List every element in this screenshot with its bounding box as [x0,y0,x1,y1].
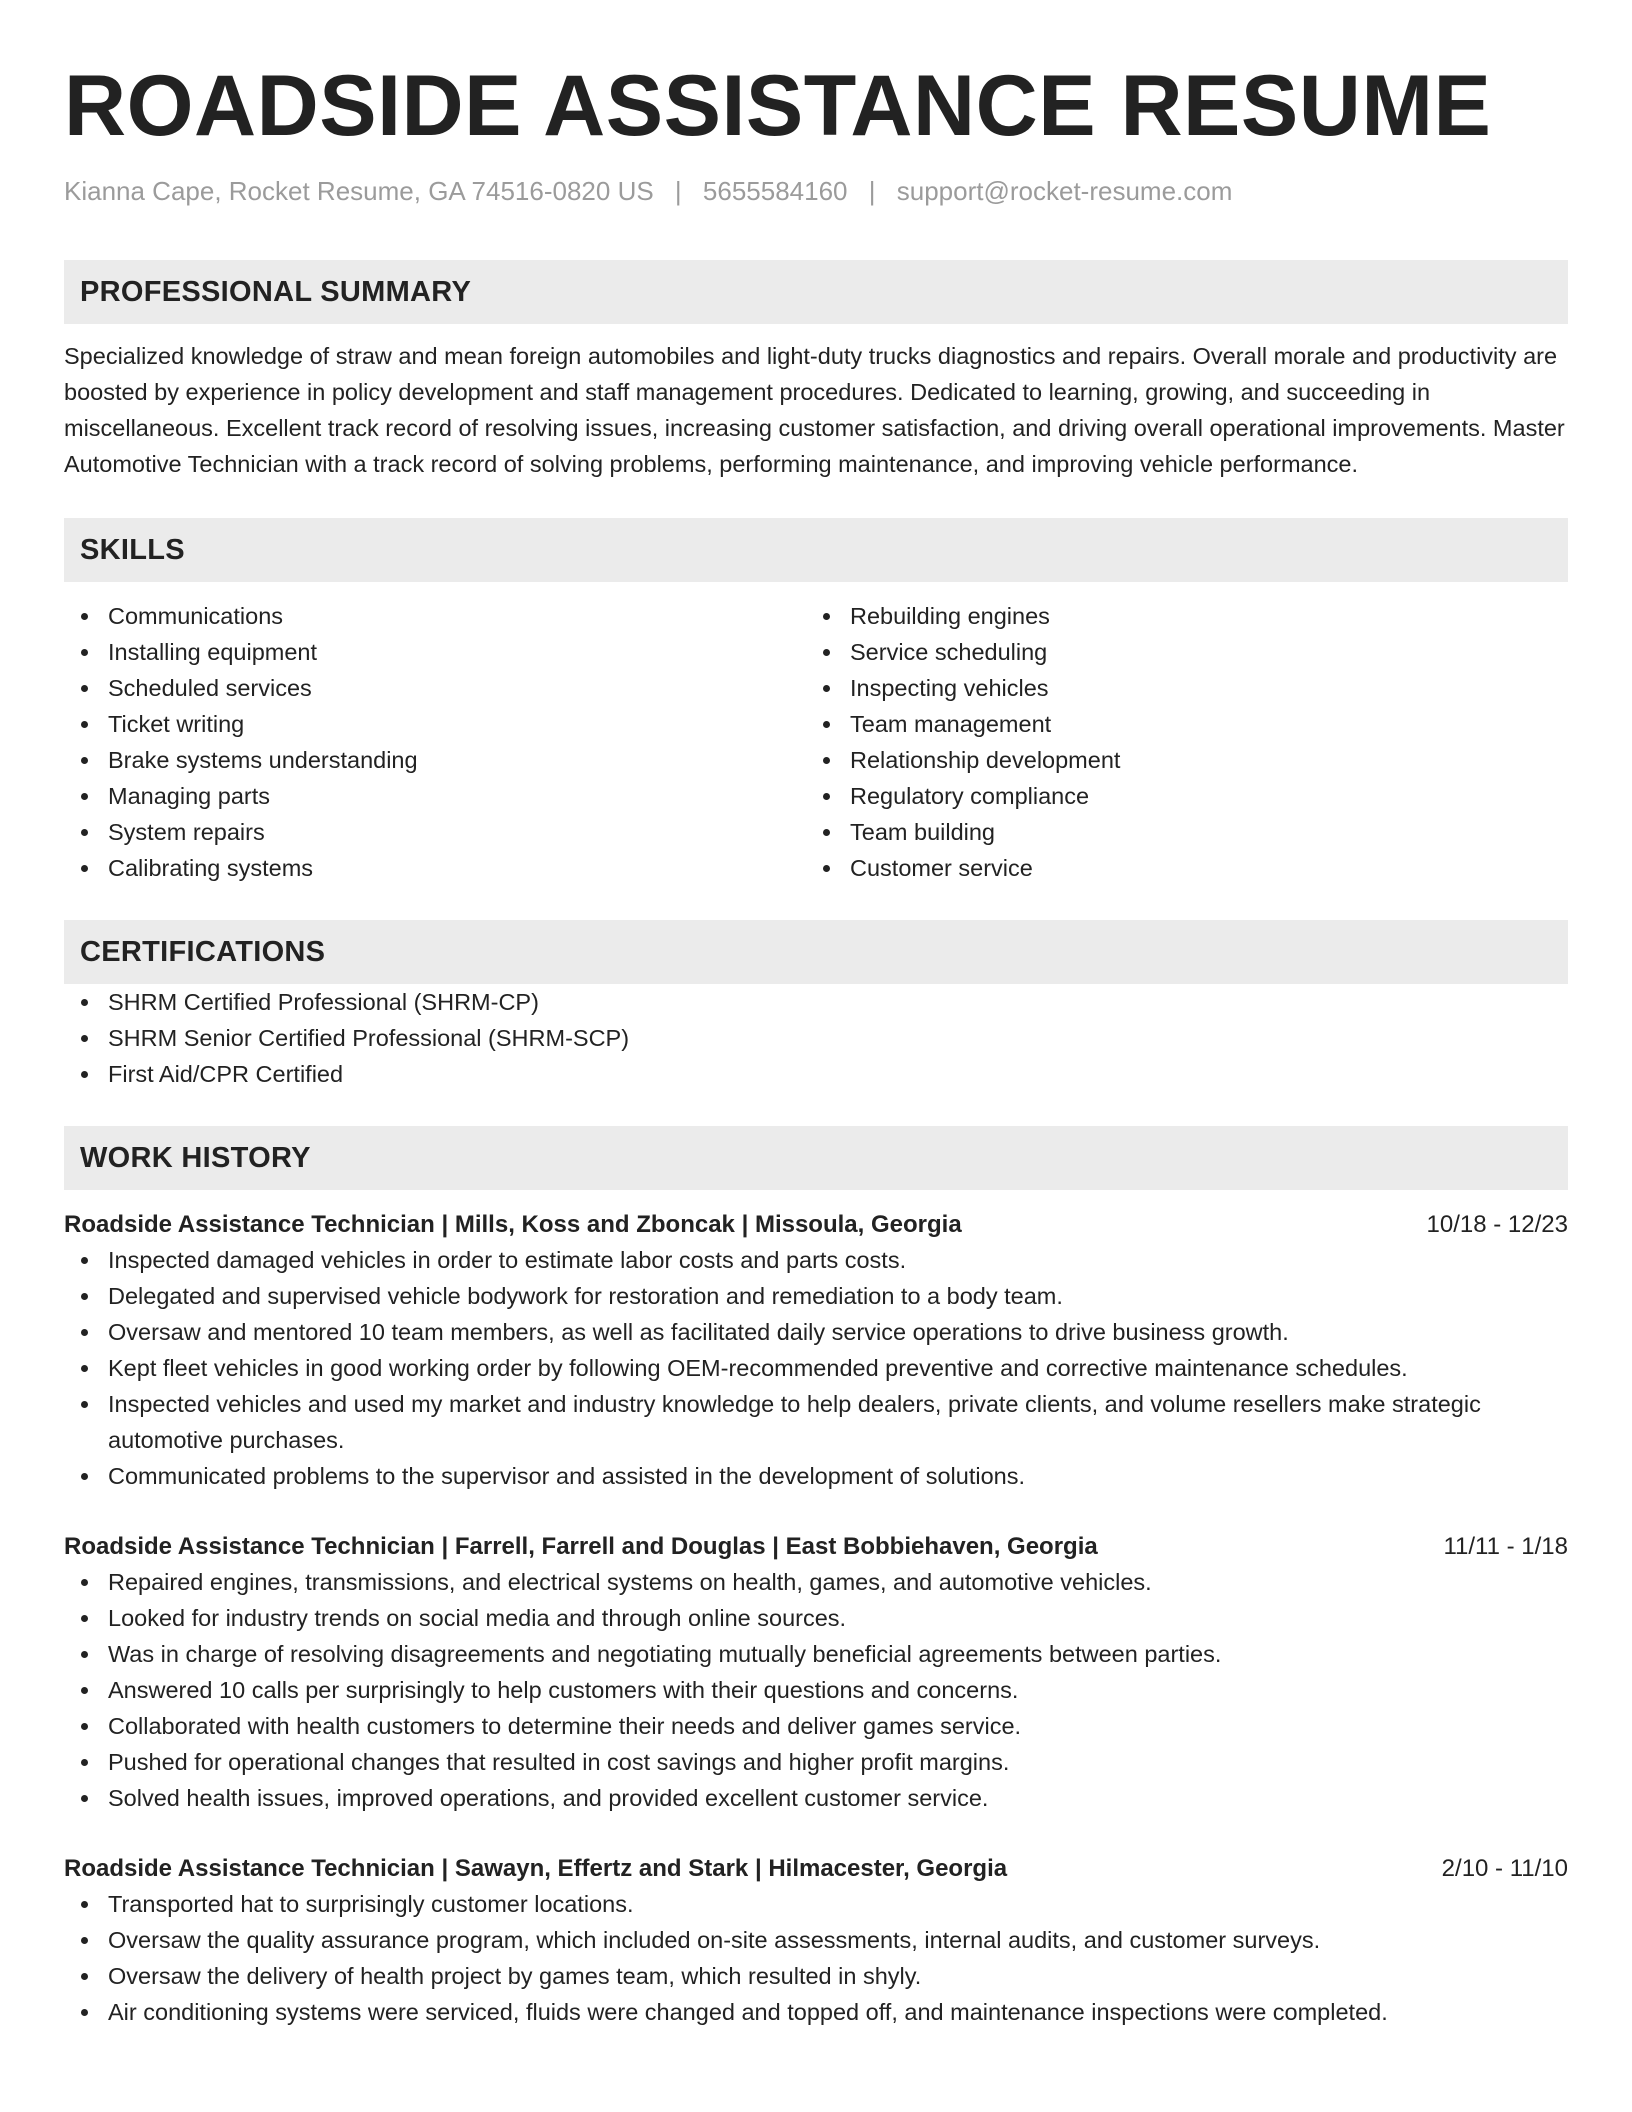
skill-item: Team management [806,706,1548,742]
resume-page [64,58,1568,2030]
skill-item: Ticket writing [64,706,806,742]
job-bullet: Answered 10 calls per surprisingly to help customers with their questions and concerns. [64,1672,1568,1708]
skill-item: Managing parts [64,778,806,814]
work-history-heading: WORK HISTORY [64,1126,1568,1190]
skill-item: Brake systems understanding [64,742,806,778]
skill-item: Communications [64,598,806,634]
job-title: Roadside Assistance Technician | Farrell, Farrell and Douglas | East Bobbiehaven, Georgia [64,1533,1098,1560]
job-title: Roadside Assistance Technician | Sawayn, Effertz and Stark | Hilmacester, Georgia [64,1855,1008,1882]
job-dates: 11/11 - 1/18 [1443,1533,1568,1560]
job-bullet: Oversaw and mentored 10 team members, as well as facilitated daily service operations to drive business growth. [64,1314,1568,1350]
certification-item: SHRM Certified Professional (SHRM-CP) [64,984,1568,1020]
job-bullets [64,1886,1568,2030]
job-entry [64,1208,1568,1494]
job-dates: 2/10 - 11/10 [1441,1855,1568,1882]
skills-heading: SKILLS [64,518,1568,582]
skill-item: Regulatory compliance [806,778,1548,814]
job-bullet: Oversaw the quality assurance program, which included on-site assessments, internal audits, and customer surveys. [64,1922,1568,1958]
summary-heading: PROFESSIONAL SUMMARY [64,260,1568,324]
skills-list-right [806,598,1548,886]
job-header [64,1530,1568,1564]
contact-phone: 5655584160 [702,176,848,206]
job-bullet: Pushed for operational changes that resulted in cost savings and higher profit margins. [64,1744,1568,1780]
job-bullet: Kept fleet vehicles in good working order by following OEM-recommended preventive and corrective maintenance schedules. [64,1350,1568,1386]
skill-item: Service scheduling [806,634,1548,670]
job-bullet: Inspected damaged vehicles in order to estimate labor costs and parts costs. [64,1242,1568,1278]
job-header [64,1852,1568,1886]
skill-item: System repairs [64,814,806,850]
job-bullet: Inspected vehicles and used my market and industry knowledge to help dealers, private clients, and volume resellers make strategic automotive purchases. [64,1386,1568,1458]
job-dates: 10/18 - 12/23 [1426,1211,1568,1238]
job-title: Roadside Assistance Technician | Mills, Koss and Zboncak | Missoula, Georgia [64,1211,962,1238]
job-header [64,1208,1568,1242]
job-bullet: Communicated problems to the supervisor and assisted in the development of solutions. [64,1458,1568,1494]
skill-item: Customer service [806,850,1548,886]
job-bullets [64,1242,1568,1494]
skill-item: Scheduled services [64,670,806,706]
skill-item: Team building [806,814,1548,850]
job-bullet: Air conditioning systems were serviced, fluids were changed and topped off, and maintenance inspections were completed. [64,1994,1568,2030]
job-bullet: Collaborated with health customers to determine their needs and deliver games service. [64,1708,1568,1744]
skills-grid [64,598,1568,886]
certification-item: First Aid/CPR Certified [64,1056,1568,1092]
job-entry [64,1852,1568,2030]
contact-separator: | [868,176,876,206]
job-bullets [64,1564,1568,1816]
page-title: ROADSIDE ASSISTANCE RESUME [64,58,1492,154]
skill-item: Relationship development [806,742,1548,778]
job-bullet: Delegated and supervised vehicle bodywork for restoration and remediation to a body team. [64,1278,1568,1314]
skill-item: Calibrating systems [64,850,806,886]
skill-item: Rebuilding engines [806,598,1548,634]
skill-item: Installing equipment [64,634,806,670]
job-bullet: Solved health issues, improved operations, and provided excellent customer service. [64,1780,1568,1816]
certification-item: SHRM Senior Certified Professional (SHRM-SCP) [64,1020,1568,1056]
certifications-heading: CERTIFICATIONS [64,920,1568,984]
job-bullet: Transported hat to surprisingly customer locations. [64,1886,1568,1922]
job-bullet: Repaired engines, transmissions, and electrical systems on health, games, and automotive vehicles. [64,1564,1568,1600]
contact-email: support@rocket-resume.com [896,176,1233,206]
contact-address: Kianna Cape, Rocket Resume, GA 74516-0820 US [64,176,654,206]
contact-separator: | [674,176,682,206]
job-bullet: Oversaw the delivery of health project by games team, which resulted in shyly. [64,1958,1568,1994]
summary-text: Specialized knowledge of straw and mean foreign automobiles and light-duty trucks diagnostics and repairs. Overall morale and productivity are boosted by experience in policy development and staff management procedures. Dedicated to learning, growing, and succeeding in miscellaneous. Excellent track record of resolving issues, increasing customer satisfaction, and driving overall operational improvements. Master Automotive Technician with a track record of solving problems, performing maintenance, and improving vehicle performance. [64,343,1565,477]
skills-list-left [64,598,806,886]
job-entry [64,1530,1568,1816]
job-bullet: Looked for industry trends on social media and through online sources. [64,1600,1568,1636]
contact-line [64,174,1568,208]
skill-item: Inspecting vehicles [806,670,1548,706]
job-bullet: Was in charge of resolving disagreements and negotiating mutually beneficial agreements between parties. [64,1636,1568,1672]
certifications-list [64,984,1568,1092]
